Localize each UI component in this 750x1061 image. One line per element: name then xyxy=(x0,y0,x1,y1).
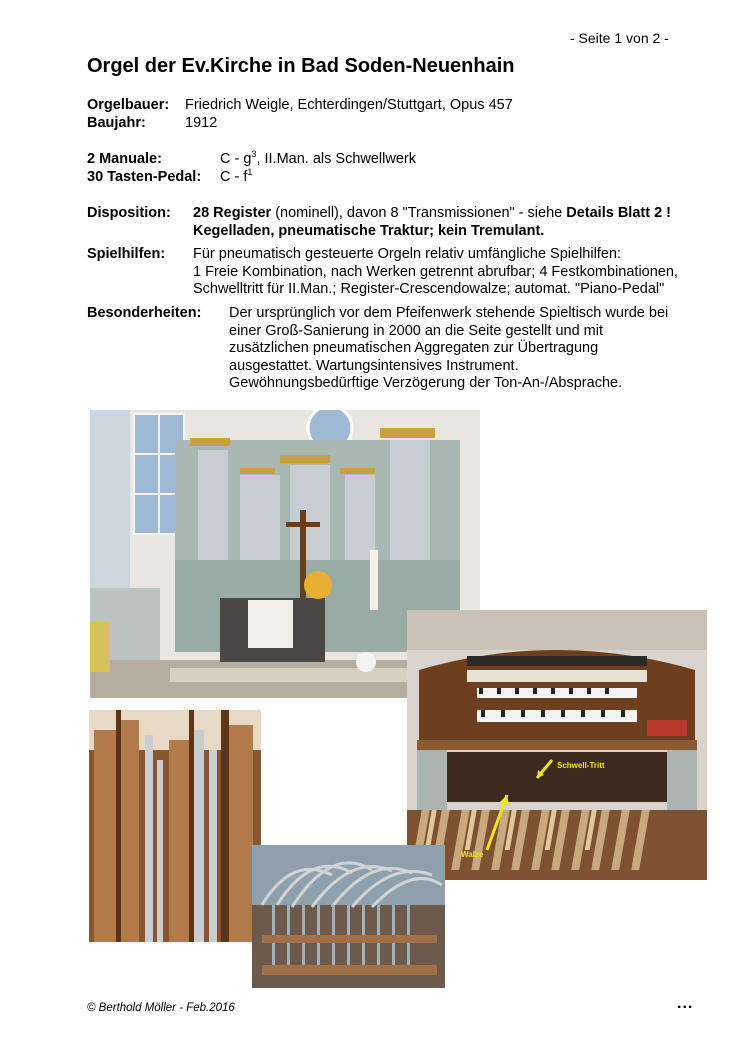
page-indicator: - Seite 1 von 2 - xyxy=(570,30,669,46)
page-title: Orgel der Ev.Kirche in Bad Soden-Neuenhain xyxy=(87,55,515,77)
builder-label: Orgelbauer: xyxy=(87,97,170,113)
organ-console-photo xyxy=(407,610,707,880)
disposition-label: Disposition: xyxy=(87,205,171,221)
pedal-label: 30 Tasten-Pedal: xyxy=(87,169,202,185)
aids-label: Spielhilfen: xyxy=(87,246,166,262)
year-value: 1912 xyxy=(185,115,218,131)
pedal-value: C - $f^1$ xyxy=(220,167,253,185)
pneumatic-tubes-photo xyxy=(252,845,445,988)
roller-label: Walze xyxy=(461,850,484,859)
manuals-label: 2 Manuale: xyxy=(87,151,162,167)
copyright-footer: © Berthold Möller - Feb.2016 xyxy=(87,1002,235,1014)
builder-value: Friedrich Weigle, Echterdingen/Stuttgart, Opus 457 xyxy=(185,97,513,113)
continuation-marker: ... xyxy=(677,995,694,1012)
swell-pedal-label: Schwell-Tritt xyxy=(557,761,605,770)
year-label: Baujahr: xyxy=(87,115,146,131)
features-text: Der ursprünglich vor dem Pfeifenwerk stehende Spieltisch wurde bei einer Groß-Sanierung in 2000 an die Seite gestellt und mit zusätzlichen pneumatischen Aggregaten zur Übertragung ausgestattet. Wartungsintensives Instrument. Gewöhnungsbedürftige Verzögerung der Ton-An-/Absprache. xyxy=(229,305,669,391)
features-label: Besonderheiten: xyxy=(87,305,202,321)
manuals-value: C - $g^3$, II.Man. als Schwellwerk xyxy=(220,149,416,167)
disposition-text: 28 Register (nominell), davon 8 "Transmissionen" - siehe Details Blatt 2 ! Kegelladen, pneumatische Traktur; kein Tremulant. xyxy=(193,205,671,239)
wooden-pipes-photo xyxy=(89,710,261,942)
aids-text: Für pneumatisch gesteuerte Orgeln relativ umfängliche Spielhilfen: 1 Freie Kombination, nach Werken getrennt abrufbar; 4 Festkombinationen, Schwelltritt für II.Man.; Register-Crescendowalze; automat. "Piano-Pedal" xyxy=(193,246,678,297)
